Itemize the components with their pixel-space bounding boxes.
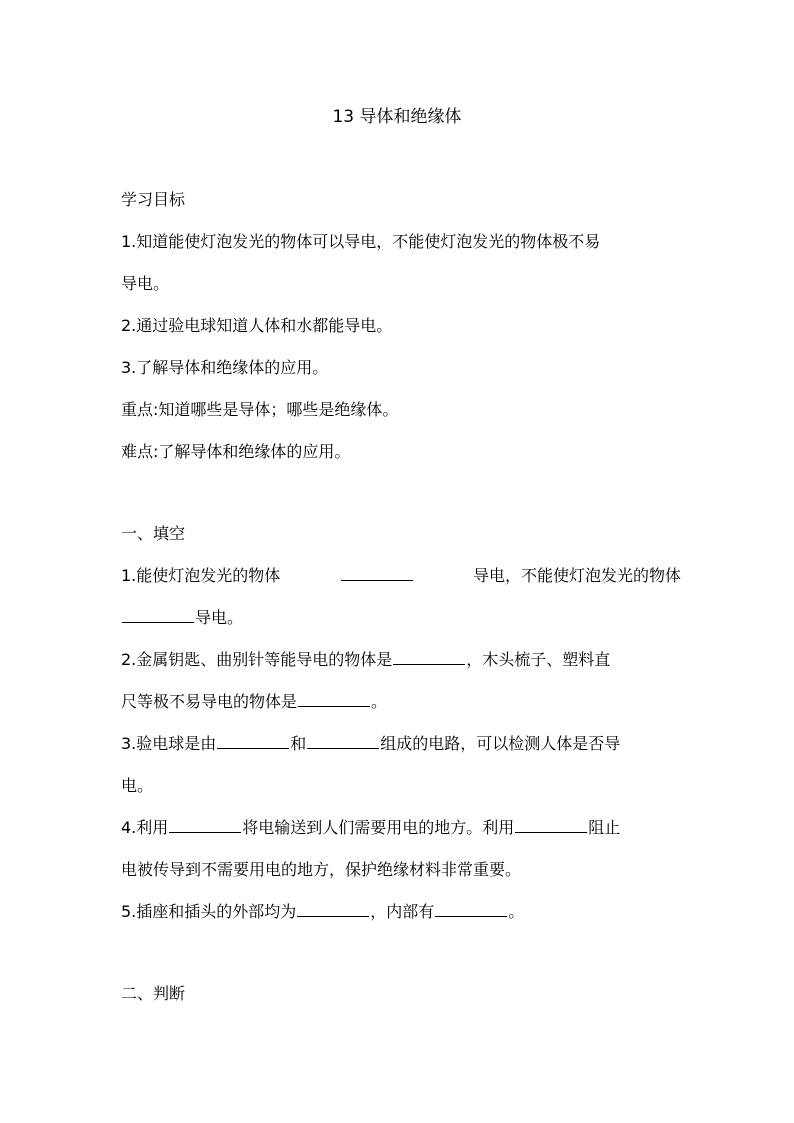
question-2-line-2 [121, 690, 681, 714]
question-4-line-2: 电被传导到不需要用电的地方，保护绝缘材料非常重要。 [121, 860, 522, 879]
difficulty-point: 难点:了解导体和绝缘体的应用。 [121, 442, 351, 461]
question-1-line-1 [121, 564, 681, 588]
question-3-text-b: 和 [290, 734, 307, 753]
question-4-line-1 [121, 816, 681, 840]
question-1-text-c: 导电。 [195, 608, 244, 627]
judge-heading: 二、判断 [121, 984, 186, 1003]
question-5-text-c: 。 [508, 902, 525, 921]
question-1-text-a: 1.能使灯泡发光的物体 [121, 566, 281, 585]
question-3-text-a: 3.验电球是由 [121, 734, 217, 753]
question-2-text-b: ，木头梳子、塑料直 [466, 650, 611, 669]
page-title: 13 导体和绝缘体 [332, 107, 462, 127]
question-2-text-c: 尺等极不易导电的物体是 [121, 692, 298, 711]
question-3-text-c: 组成的电路，可以检测人体是否导 [380, 734, 621, 753]
question-5-text-b: ，内部有 [370, 902, 435, 921]
question-4-text-c: 阻止 [588, 818, 621, 837]
objective-2: 2.通过验电球知道人体和水都能导电。 [121, 316, 393, 335]
answer-blank[interactable] [393, 648, 465, 665]
answer-blank[interactable] [341, 564, 413, 581]
answer-blank[interactable] [169, 816, 241, 833]
question-2-line-1 [121, 648, 681, 672]
question-3-line-1 [121, 732, 681, 756]
question-4-text-b: 将电输送到人们需要用电的地方。利用 [242, 818, 515, 837]
objective-1-line-2: 导电。 [121, 274, 170, 293]
answer-blank[interactable] [297, 900, 369, 917]
question-1-text-b: 导电，不能使灯泡发光的物体 [472, 566, 681, 585]
answer-blank[interactable] [122, 606, 194, 623]
answer-blank[interactable] [435, 900, 507, 917]
answer-blank[interactable] [298, 690, 370, 707]
key-point: 重点:知道哪些是导体；哪些是绝缘体。 [121, 400, 399, 419]
question-3-line-2: 电。 [121, 776, 154, 795]
fill-in-heading: 一、填空 [121, 524, 186, 543]
question-4-text-a: 4.利用 [121, 818, 169, 837]
objective-1-line-1: 1.知道能使灯泡发光的物体可以导电，不能使灯泡发光的物体极不易 [121, 232, 601, 251]
answer-blank[interactable] [217, 732, 289, 749]
objective-3: 3.了解导体和绝缘体的应用。 [121, 358, 329, 377]
question-2-text-d: 。 [371, 692, 388, 711]
answer-blank[interactable] [515, 816, 587, 833]
answer-blank[interactable] [307, 732, 379, 749]
question-2-text-a: 2.金属钥匙、曲别针等能导电的物体是 [121, 650, 393, 669]
objectives-heading: 学习目标 [121, 190, 186, 209]
question-1-line-2 [121, 606, 681, 630]
question-5-line-1 [121, 900, 681, 924]
question-5-text-a: 5.插座和插头的外部均为 [121, 902, 297, 921]
